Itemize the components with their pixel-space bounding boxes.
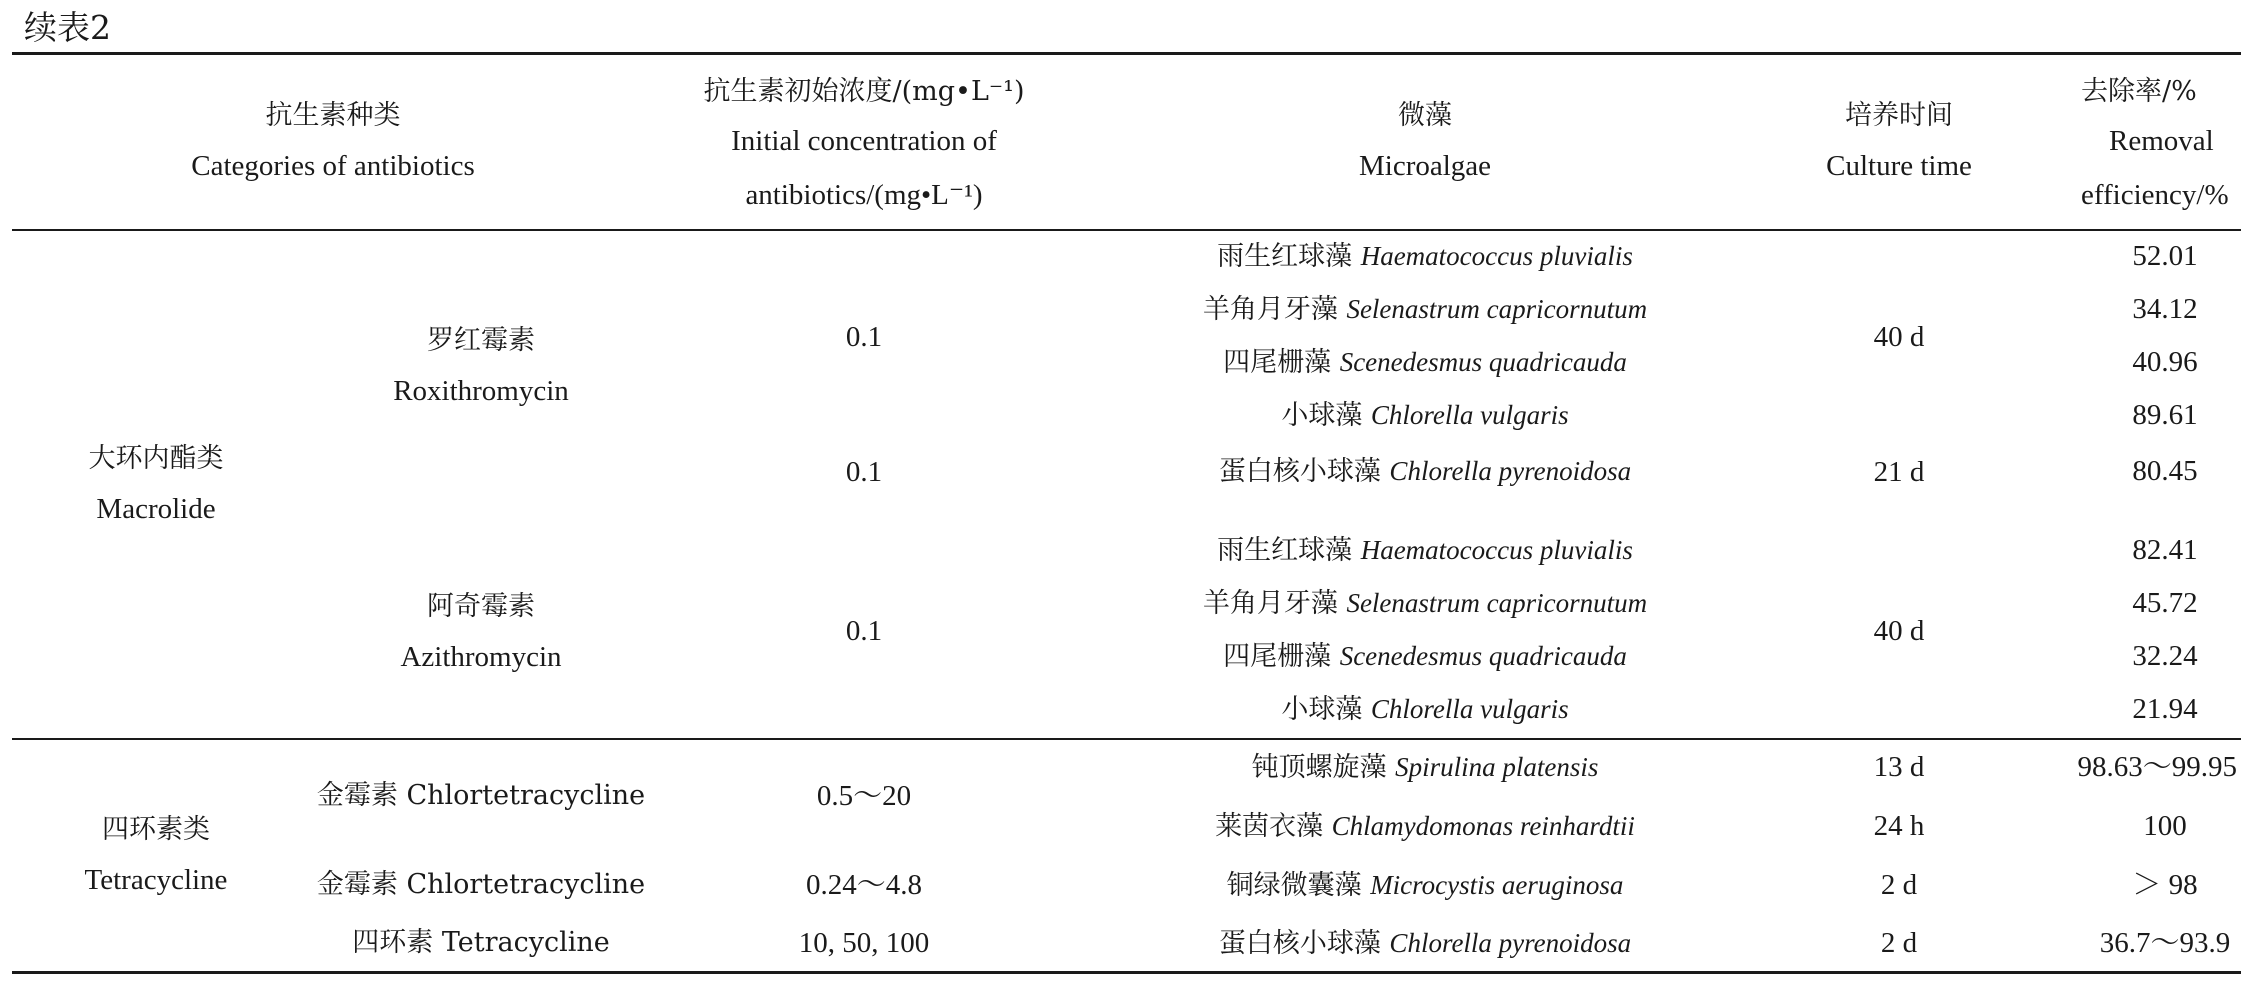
algae-row: 小球藻 Chlorella vulgaris <box>1281 400 1569 431</box>
table-caption: 续表2 <box>24 8 111 47</box>
removal-value: ＞ 98 <box>2132 869 2198 901</box>
antibiotic-name: 四环素 Tetracycline <box>352 927 610 958</box>
algae-row: 雨生红球藻 Haematococcus pluvialis <box>1217 241 1633 272</box>
roxithromycin-time: 40 d <box>1873 321 1925 353</box>
removal-value: 100 <box>2143 810 2187 842</box>
header-conc-en2: antibiotics/(mg•L⁻¹) <box>745 179 983 211</box>
header-microalgae-en: Microalgae <box>1358 150 1492 182</box>
algae-row: 铜绿微囊藻 Microcystis aeruginosa <box>1226 870 1624 901</box>
header-category-cn: 抗生素种类 <box>265 100 401 131</box>
removal-value: 45.72 <box>2132 587 2198 619</box>
header-time-en: Culture time <box>1826 150 1972 182</box>
culture-time: 2 d <box>1880 869 1918 901</box>
removal-value: 32.24 <box>2132 640 2198 672</box>
concentration-value: 0.24～4.8 <box>805 869 923 901</box>
roxithromycin-en: Roxithromycin <box>393 375 569 407</box>
header-category-en: Categories of antibiotics <box>191 150 475 182</box>
algae-row: 莱茵衣藻 Chlamydomonas reinhardtii <box>1215 811 1635 842</box>
removal-value: 80.45 <box>2132 455 2198 487</box>
removal-value: 34.12 <box>2132 293 2198 325</box>
removal-value: 98.63～99.95 <box>2077 751 2237 783</box>
header-rule <box>12 229 2241 231</box>
tetracycline-category-en: Tetracycline <box>84 864 228 896</box>
culture-time: 24 h <box>1873 810 1925 842</box>
top-rule <box>12 52 2241 55</box>
azithromycin-en: Azithromycin <box>400 641 562 673</box>
header-removal-en1: Removal <box>2109 125 2214 157</box>
azithromycin-conc: 0.1 <box>845 615 883 647</box>
removal-value: 21.94 <box>2132 693 2198 725</box>
algae-row: 钝顶螺旋藻 Spirulina platensis <box>1251 752 1599 783</box>
concentration-value: 10, 50, 100 <box>798 927 930 959</box>
header-removal-en2: efficiency/% <box>2081 179 2229 211</box>
pyrenoidosa-conc: 0.1 <box>845 456 883 488</box>
removal-value: 36.7～93.9 <box>2099 927 2231 959</box>
antibiotic-name: 金霉素 Chlortetracycline <box>316 869 646 900</box>
header-removal-cn: 去除率/% <box>2081 76 2197 107</box>
tetracycline-category-cn: 四环素类 <box>102 814 210 845</box>
algae-row: 蛋白核小球藻 Chlorella pyrenoidosa <box>1218 928 1632 959</box>
algae-row: 小球藻 Chlorella vulgaris <box>1281 694 1569 725</box>
roxithromycin-cn: 罗红霉素 <box>427 325 535 356</box>
macrolide-category-cn: 大环内酯类 <box>88 443 224 474</box>
removal-value: 40.96 <box>2132 346 2198 378</box>
algae-row: 雨生红球藻 Haematococcus pluvialis <box>1217 535 1633 566</box>
header-conc-en1: Initial concentration of <box>731 125 997 157</box>
header-microalgae-cn: 微藻 <box>1398 100 1452 131</box>
algae-row: 羊角月牙藻 Selenastrum capricornutum <box>1202 294 1648 325</box>
removal-value: 52.01 <box>2132 240 2198 272</box>
removal-value: 89.61 <box>2132 399 2198 431</box>
bottom-rule <box>12 971 2241 974</box>
algae-row: 羊角月牙藻 Selenastrum capricornutum <box>1202 588 1648 619</box>
header-conc-cn: 抗生素初始浓度/(mg•L⁻¹) <box>703 76 1025 107</box>
macrolide-category-en: Macrolide <box>96 493 216 525</box>
azithromycin-cn: 阿奇霉素 <box>427 591 535 622</box>
algae-row: 四尾栅藻 Scenedesmus quadricauda <box>1223 347 1627 378</box>
algae-row: 蛋白核小球藻 Chlorella pyrenoidosa <box>1218 456 1632 487</box>
culture-time: 13 d <box>1873 751 1925 783</box>
header-time-cn: 培养时间 <box>1845 100 1953 131</box>
concentration-value: 0.5～20 <box>816 780 912 812</box>
culture-time: 2 d <box>1880 927 1918 959</box>
antibiotic-name: 金霉素 Chlortetracycline <box>316 780 646 811</box>
roxithromycin-conc: 0.1 <box>845 321 883 353</box>
removal-value: 82.41 <box>2132 534 2198 566</box>
section-rule <box>12 738 2241 740</box>
algae-row: 四尾栅藻 Scenedesmus quadricauda <box>1223 641 1627 672</box>
pyrenoidosa-time: 21 d <box>1873 456 1925 488</box>
azithromycin-time: 40 d <box>1873 615 1925 647</box>
